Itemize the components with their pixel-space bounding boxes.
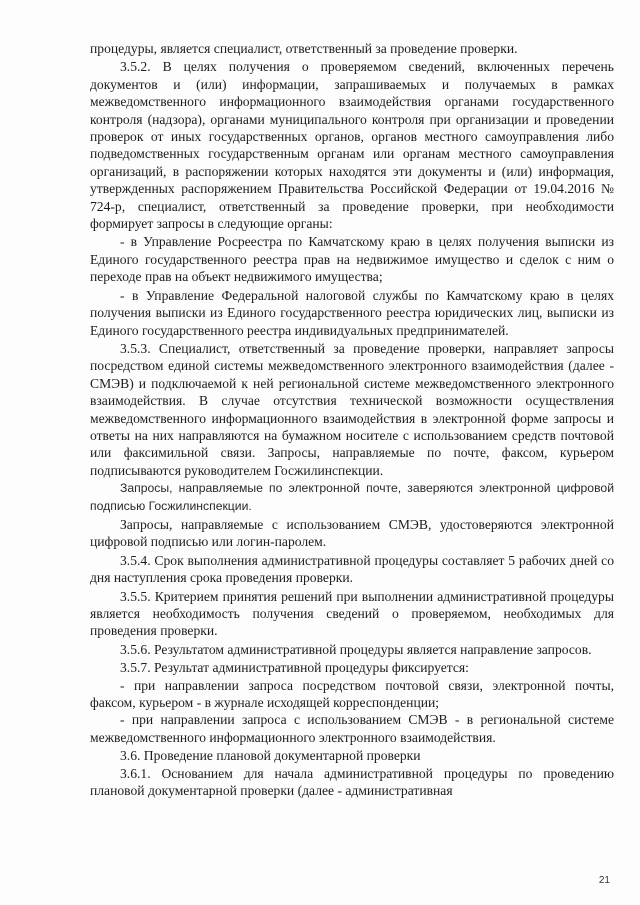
paragraph-3-5-3: 3.5.3. Специалист, ответственный за проведение проверки, направляет запросы посредством единой системы межведомственного электронного взаимодействия (далее - СМЭВ) и подключаемой к ней региональной системе межведомственного электронного взаимодействия. В случае отсутствия технической возможности осуществления межведомственного информационного взаимодействия в электронной форме запросы и ответы на них направляются на бумажном носителе с использованием средств почтовой или факсимильной связи. Запросы, направляемые по почте, факсом, курьером подписываются руководителем Госжилинспекции. xyxy=(90,340,614,478)
paragraph-3-5-5: 3.5.5. Критерием принятия решений при выполнении административной процедуры является необходимость получения сведений о проверяемом, необходимых для проведения проверки. xyxy=(90,588,614,639)
paragraph-fns: - в Управление Федеральной налоговой службы по Камчатскому краю в целях получения выписки из Единого государственного реестра юридических лиц, выписки из Единого государственного реестра индивидуальных предпринимателей. xyxy=(90,287,614,338)
paragraph-3-6-1: 3.6.1. Основанием для начала административной процедуры по проведению плановой документарной проверки (далее - административная xyxy=(90,765,614,799)
document-body xyxy=(90,40,614,799)
paragraph-3-5-6: 3.5.6. Результатом административной процедуры является направление запросов. xyxy=(120,641,592,657)
paragraph-email-requests: Запросы, направляемые по электронной почте, заверяются электронной цифровой подписью Госжилинспекции. xyxy=(90,481,614,513)
paragraph-3-5-4: 3.5.4. Срок выполнения административной процедуры составляет 5 рабочих дней со дня наступления срока проведения проверки. xyxy=(90,552,614,586)
paragraph-continuation: процедуры, является специалист, ответственный за проведение проверки. xyxy=(90,41,518,56)
paragraph-rosreestr: - в Управление Росреестра по Камчатскому краю в целях получения выписки из Единого государственного реестра прав на недвижимое имущество и сделок с ним о переходе прав на объект недвижимого имущества; xyxy=(90,234,614,285)
paragraph-3-5-2: 3.5.2. В целях получения о проверяемом сведений, включенных перечень документов и (или) информации, запрашиваемых и получаемых в рамках межведомственного информационного взаимодействия органами государственного контроля (надзора), органами муниципального контроля при организации и проведении проверок от иных государственных органов, органов местного самоуправления либо подведомственных государственным органам или органам местного самоуправления организаций, в распоряжении которых находятся эти документы и (или) информация, утвержденных распоряжением Правительства Российской Федерации от 19.04.2016 № 724-р, специалист, ответственный за проведение проверки, при необходимости формирует запросы в следующие органы: xyxy=(90,59,614,232)
section-heading-3-6: 3.6. Проведение плановой документарной проверки xyxy=(120,748,421,764)
paragraph-3-5-7: 3.5.7. Результат административной процедуры фиксируется: xyxy=(120,660,469,676)
paragraph-smev-requests: Запросы, направляемые с использованием СМЭВ, удостоверяются электронной цифровой подписью или логин-паролем. xyxy=(90,516,614,550)
paragraph-postal: - при направлении запроса посредством почтовой связи, электронной почты, факсом, курьером - в журнале исходящей корреспонденции; xyxy=(90,677,614,711)
page-number: 21 xyxy=(598,875,610,886)
paragraph-smev-regional: - при направлении запроса с использованием СМЭВ - в региональной системе межведомственного информационного электронного взаимодействия. xyxy=(90,712,614,745)
